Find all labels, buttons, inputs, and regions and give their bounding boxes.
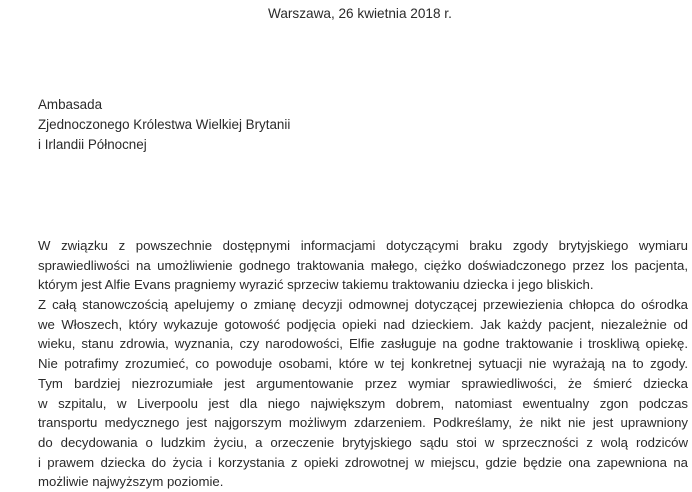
date-line: Warszawa, 26 kwietnia 2018 r. — [268, 6, 452, 21]
body-line: sprawiedliwości na umożliwienie godnego traktowania małego, ciężko doświadczonego przez los pacjenta, — [38, 257, 688, 273]
body-line: do decydowania o ludzkim życiu, a orzeczenie brytyjskiego sądu stoi w sprzeczności z wolą rodziców — [38, 434, 688, 450]
body-line: Tym bardziej niezrozumiałe jest argumentowanie przez wymiar sprawiedliwości, że śmierć dziecka — [38, 375, 688, 391]
body-line: możliwie najwyższym poziomie. — [38, 474, 224, 490]
addressee-line: Zjednoczonego Królestwa Wielkiej Brytanii — [38, 117, 291, 132]
body-line: we Włoszech, który wykazuje gotowość podjęcia opieki nad dzieckiem. Jak każdy pacjent, niezależnie od — [38, 316, 688, 332]
letter-body — [38, 236, 688, 492]
addressee-line: i Irlandii Północnej — [38, 137, 147, 152]
body-line: w szpitalu, w Liverpoolu jest dla niego największym dobrem, natomiast ewentualny zgon podczas — [38, 395, 688, 411]
body-line: transportu medycznego jest najgorszym możliwym zdarzeniem. Podkreślamy, że nikt nie jest uprawniony — [38, 415, 688, 431]
addressee-block — [38, 95, 290, 155]
body-line: Nie potrafimy zrozumieć, co powoduje osobami, które w tej konkretnej sytuacji nie wyrażają na to zgody. — [38, 356, 688, 372]
body-line: którym jest Alfie Evans pragniemy wyrazić sprzeciw takiemu traktowaniu dziecka i jego bliskich. — [38, 277, 594, 293]
body-line: Z całą stanowczością apelujemy o zmianę decyzji odmownej dotyczącej przewiezienia chłopca do ośrodka — [38, 297, 688, 313]
body-line: wieku, stanu zdrowia, wyznania, czy narodowości, Elfie zasługuje na godne traktowanie i troskliwą opiekę. — [38, 336, 688, 352]
body-line: W związku z powszechnie dostępnymi informacjami dotyczącymi braku zgody brytyjskiego wymiaru — [38, 238, 688, 253]
addressee-line: Ambasada — [38, 97, 103, 112]
body-line: i prawem dziecka do życia i korzystania z opieki zdrowotnej w miejscu, gdzie będzie ona zapewniona na — [38, 454, 688, 470]
